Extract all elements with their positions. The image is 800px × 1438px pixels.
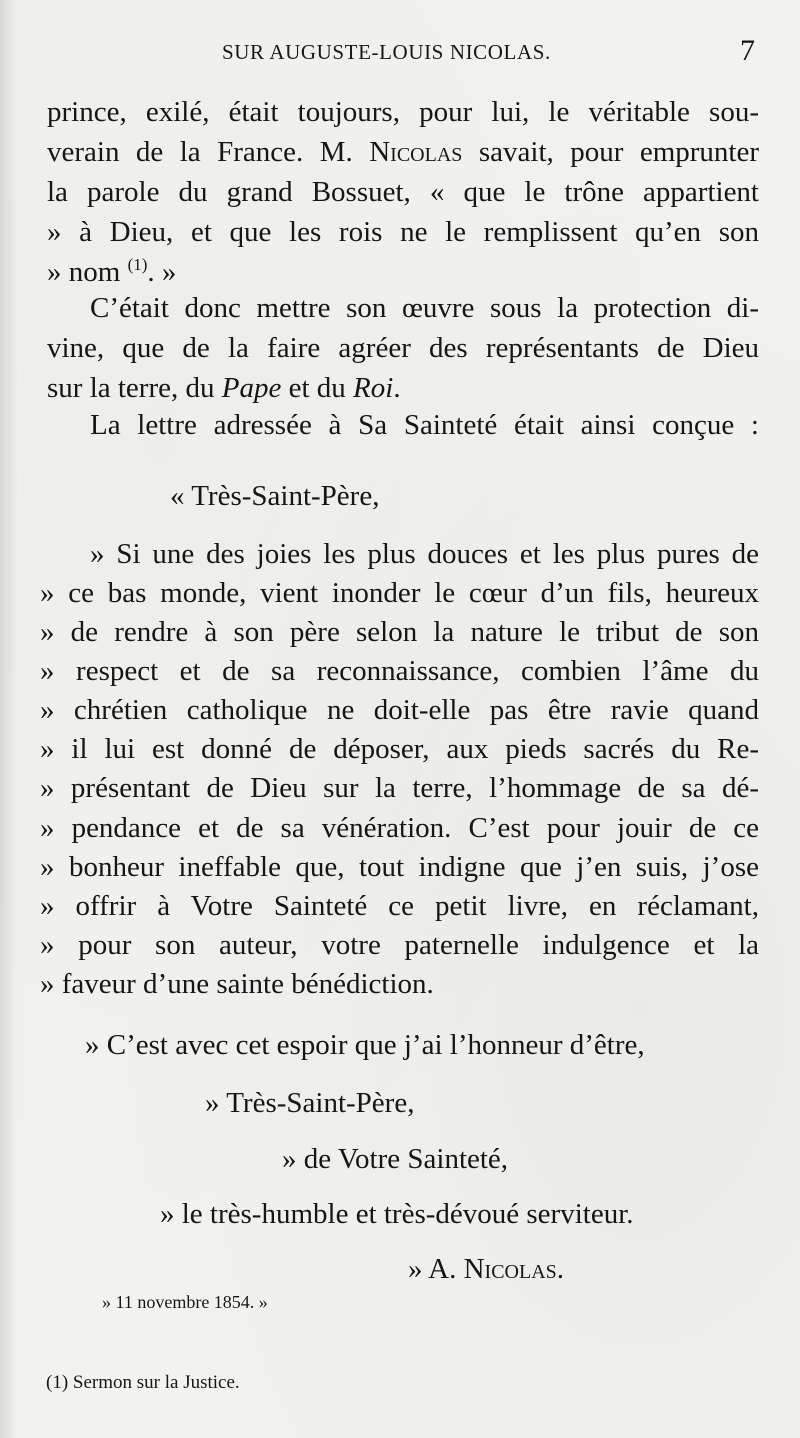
- letter-line: » respect et de sa reconnaissance, combien l’âme du: [40, 655, 759, 687]
- text-line: prince, exilé, était toujours, pour lui, le véritable sou-: [47, 96, 759, 128]
- letter-date: » 11 novembre 1854. »: [102, 1292, 268, 1312]
- letter-signature: » A. Nicolas.: [408, 1253, 565, 1285]
- letter-line: » pendance et de sa vénération. C’est pour jouir de ce: [40, 812, 759, 844]
- letter-closing: » C’est avec cet espoir que j’ai l’honneur d’être,: [85, 1029, 645, 1061]
- page-gutter-shadow: [0, 0, 18, 1438]
- text-line: La lettre adressée à Sa Sainteté était ainsi conçue :: [90, 409, 759, 441]
- page-header: [0, 36, 800, 76]
- letter-line: » faveur d’une sainte bénédiction.: [40, 968, 434, 1000]
- letter-line: » chrétien catholique ne doit-elle pas être ravie quand: [40, 694, 759, 726]
- letter-closing: » Très-Saint-Père,: [205, 1087, 415, 1119]
- letter-closing: » de Votre Sainteté,: [282, 1143, 509, 1175]
- running-head: SUR AUGUSTE-LOUIS NICOLAS.: [222, 40, 551, 64]
- text-line: la parole du grand Bossuet, « que le trône appartient: [47, 176, 759, 208]
- letter-line: » il lui est donné de déposer, aux pieds sacrés du Re-: [40, 733, 759, 765]
- footnote-reference: (1): [127, 255, 148, 274]
- text-line: sur la terre, du Pape et du Roi.: [47, 372, 401, 404]
- letter-line: » offrir à Votre Sainteté ce petit livre, en réclamant,: [40, 890, 759, 922]
- letter-line: » pour son auteur, votre paternelle indulgence et la: [40, 929, 759, 961]
- text-line: verain de la France. M. Nicolas savait, pour emprunter: [47, 136, 759, 168]
- letter-line: » bonheur ineffable que, tout indigne que j’en suis, j’ose: [40, 851, 759, 883]
- author-name: Nicolas: [369, 136, 463, 168]
- text-line: vine, que de la faire agréer des représentants de Dieu: [47, 332, 759, 364]
- italic-term: Pape: [221, 372, 282, 404]
- italic-term: Roi: [353, 372, 394, 404]
- letter-line: » de rendre à son père selon la nature le tribut de son: [40, 616, 759, 648]
- text-line: » à Dieu, et que les rois ne le remplissent qu’en son: [47, 216, 759, 248]
- text-line: » nom $^{(1)}$. »: [47, 255, 177, 288]
- letter-salutation: « Très-Saint-Père,: [170, 480, 380, 512]
- page-number: 7: [740, 34, 755, 67]
- letter-line: » présentant de Dieu sur la terre, l’hommage de sa dé-: [40, 772, 759, 804]
- letter-line: » ce bas monde, vient inonder le cœur d’un fils, heureux: [40, 577, 759, 609]
- letter-closing: » le très-humble et très-dévoué serviteur.: [160, 1198, 634, 1230]
- text-line: C’était donc mettre son œuvre sous la protection di-: [90, 292, 759, 324]
- footnote: (1) Sermon sur la Justice.: [46, 1372, 240, 1393]
- signature-name: Nicolas: [463, 1253, 557, 1285]
- letter-line: » Si une des joies les plus douces et les plus pures de: [90, 538, 759, 570]
